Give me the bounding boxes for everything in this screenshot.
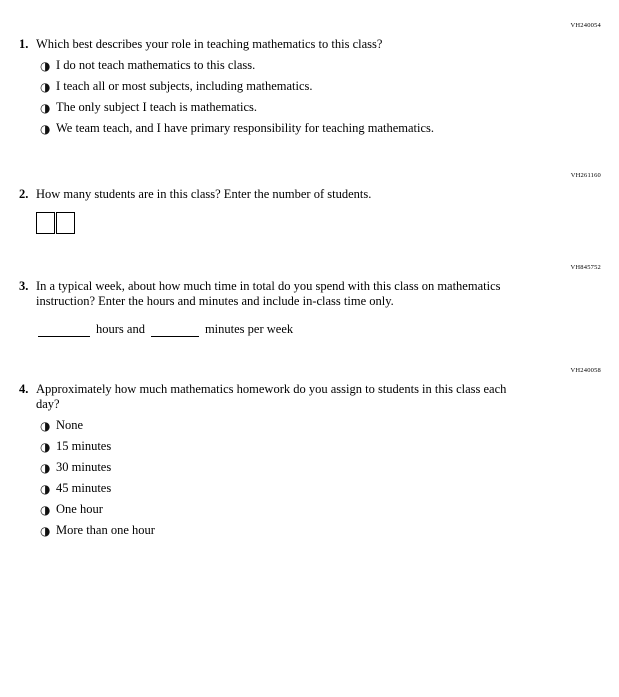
radio-bubble-icon[interactable]: ◑ — [40, 419, 51, 433]
question-text: Which best describes your role in teaching mathematics to this class? — [36, 37, 383, 51]
option-row[interactable] — [40, 121, 619, 136]
option-label: I do not teach mathematics to this class. — [56, 58, 256, 72]
radio-bubble-icon[interactable]: ◑ — [40, 59, 51, 73]
option-label: More than one hour — [56, 523, 155, 537]
minutes-label: minutes per week — [204, 322, 294, 336]
question-block-4 — [0, 337, 619, 538]
item-code: VH261160 — [570, 172, 601, 179]
question-number: 4. — [19, 382, 29, 396]
question-number: 2. — [19, 187, 29, 201]
answer-box[interactable] — [36, 212, 55, 234]
question-block-1 — [0, 0, 619, 136]
radio-bubble-icon[interactable]: ◑ — [40, 122, 51, 136]
hours-input[interactable] — [38, 324, 90, 337]
option-label: 15 minutes — [56, 439, 112, 453]
option-row[interactable] — [40, 418, 619, 433]
question-text: Approximately how much mathematics homework do you assign to students in this class each day? — [36, 382, 507, 411]
option-label: 45 minutes — [56, 481, 112, 495]
radio-bubble-icon[interactable]: ◑ — [40, 101, 51, 115]
radio-bubble-icon[interactable]: ◑ — [40, 482, 51, 496]
option-label: I teach all or most subjects, including mathematics. — [56, 79, 313, 93]
option-label: The only subject I teach is mathematics. — [56, 100, 257, 114]
numeric-entry-boxes[interactable] — [0, 212, 619, 234]
question-2-prompt — [0, 179, 619, 202]
option-row[interactable] — [40, 100, 619, 115]
radio-bubble-icon[interactable]: ◑ — [40, 503, 51, 517]
option-row[interactable] — [40, 58, 619, 73]
item-code: VH240058 — [570, 367, 601, 374]
option-row[interactable] — [40, 502, 619, 517]
question-1-options — [0, 58, 619, 136]
question-number: 3. — [19, 279, 29, 293]
option-row[interactable] — [40, 79, 619, 94]
radio-bubble-icon[interactable]: ◑ — [40, 80, 51, 94]
option-label: None — [56, 418, 84, 432]
option-label: One hour — [56, 502, 103, 516]
question-4-prompt — [0, 374, 619, 412]
option-row[interactable] — [40, 460, 619, 475]
question-text: In a typical week, about how much time in total do you spend with this class on mathematics instruction? Enter the hours and minutes and include in-class time only. — [36, 279, 501, 308]
option-row[interactable] — [40, 439, 619, 454]
option-row[interactable] — [40, 523, 619, 538]
radio-bubble-icon[interactable]: ◑ — [40, 440, 51, 454]
hours-label: hours and — [96, 322, 145, 336]
question-1-prompt — [0, 29, 619, 52]
time-fill-in-row — [0, 322, 619, 337]
option-row[interactable] — [40, 481, 619, 496]
option-label: We team teach, and I have primary responsibility for teaching mathematics. — [56, 121, 435, 135]
question-text: How many students are in this class? Enter the number of students. — [36, 187, 372, 201]
question-block-3 — [0, 234, 619, 337]
item-code: VH240054 — [570, 22, 601, 29]
question-4-options — [0, 418, 619, 538]
minutes-input[interactable] — [151, 324, 199, 337]
question-number: 1. — [19, 37, 29, 51]
question-block-2 — [0, 142, 619, 234]
radio-bubble-icon[interactable]: ◑ — [40, 524, 51, 538]
question-3-prompt — [0, 271, 619, 309]
answer-box[interactable] — [56, 212, 75, 234]
item-code: VH845752 — [570, 264, 601, 271]
option-label: 30 minutes — [56, 460, 112, 474]
radio-bubble-icon[interactable]: ◑ — [40, 461, 51, 475]
